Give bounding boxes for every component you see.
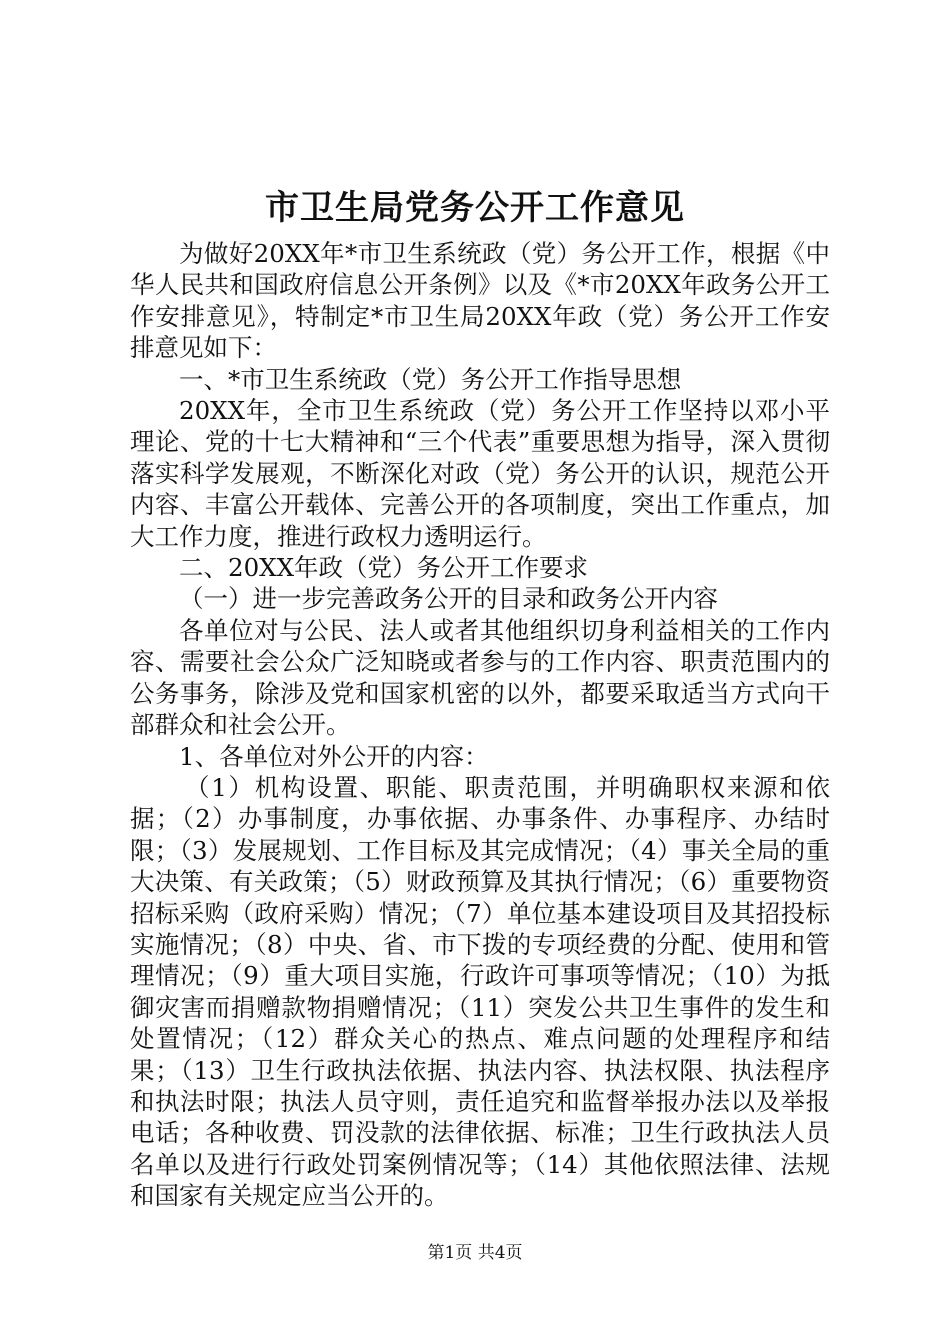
subsection-heading-1: （一）进一步完善政务公开的目录和政务公开内容: [179, 584, 718, 614]
guiding-thought-paragraph: 20XX年，全市卫生系统政（党）务公开工作坚持以邓小平理论、党的十七大精神和“三个代表”重要思想为指导，深入贯彻落实科学发展观，不断深化对政（党）务公开的认识，规范公开内容、丰富公开载体、完善公开的各项制度，突出工作重点，加大工作力度，推进行政权力透明运行。: [130, 396, 830, 551]
list-heading: 1、各单位对外公开的内容：: [179, 741, 489, 771]
document-title: 市卫生局党务公开工作意见: [265, 188, 685, 228]
intro-paragraph: 为做好20XX年*市卫生系统政（党）务公开工作，根据《中华人民共和国政府信息公开条例》以及《*市20XX年政务公开工作安排意见》，特制定*市卫生局20XX年政（党）务公开工作安排意见如下：: [130, 239, 830, 363]
document-body: [130, 238, 830, 1212]
section-heading-1: 一、*市卫生系统政（党）务公开工作指导思想: [179, 364, 682, 394]
page-number-footer: 第1页 共4页: [427, 1243, 523, 1263]
disclosure-items-paragraph: （1）机构设置、职能、职责范围，并明确职权来源和依据；（2）办事制度，办事依据、办事条件、办事程序、办结时限；（3）发展规划、工作目标及其完成情况；（4）事关全局的重大决策、有关政策；（5）财政预算及其执行情况；（6）重要物资招标采购（政府采购）情况；（7）单位基本建设项目及其招投标实施情况；（8）中央、省、市下拨的专项经费的分配、使用和管理情况；（9）重大项目实施，行政许可事项等情况；（10）为抵御灾害而捐赠款物捐赠情况；（11）突发公共卫生事件的发生和处置情况；（12）群众关心的热点、难点问题的处理程序和结果；（13）卫生行政执法依据、执法内容、执法权限、执法程序和执法时限；执法人员守则，责任追究和监督举报办法以及举报电话；各种收费、罚没款的法律依据、标准；卫生行政执法人员名单以及进行行政处罚案例情况等；（14）其他依照法律、法规和国家有关规定应当公开的。: [130, 772, 830, 1211]
section-heading-2: 二、20XX年政（党）务公开工作要求: [179, 553, 589, 583]
scope-paragraph: 各单位对与公民、法人或者其他组织切身利益相关的工作内容、需要社会公众广泛知晓或者参与的工作内容、职责范围内的公务事务，除涉及党和国家机密的以外，都要采取适当方式向干部群众和社会公开。: [130, 615, 830, 740]
